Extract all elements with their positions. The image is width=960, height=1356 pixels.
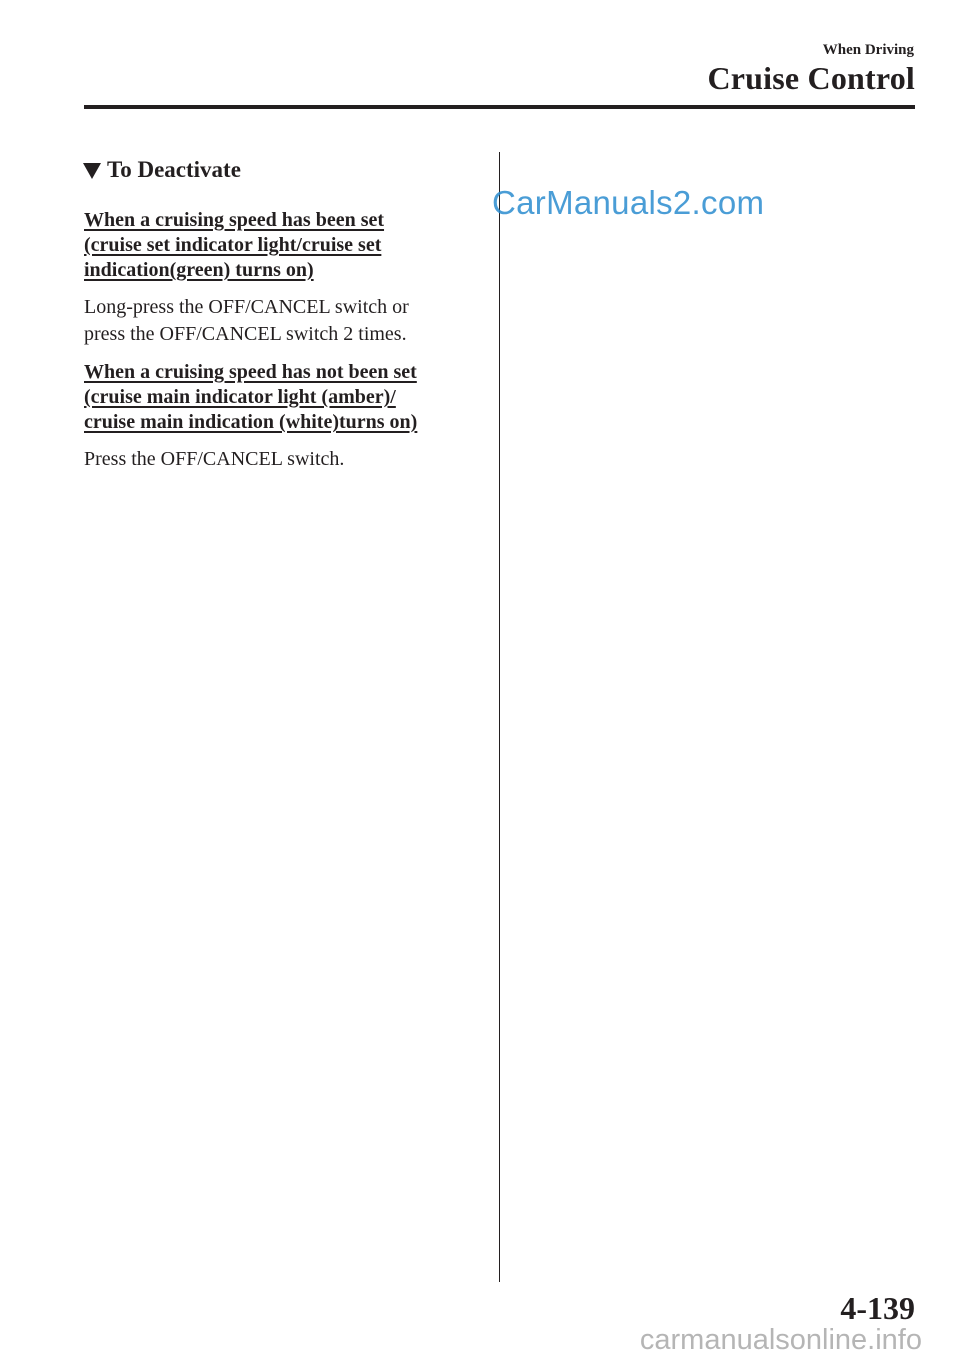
page-title: Cruise Control bbox=[707, 60, 915, 96]
condition-speed-set bbox=[84, 208, 484, 283]
condition-line: When a cruising speed has not been set bbox=[84, 361, 417, 383]
watermark-carmanualsonline: carmanualsonline.info bbox=[639, 1324, 922, 1356]
page-number: 4-139 bbox=[840, 1290, 915, 1326]
instruction-line: Long-press the OFF/CANCEL switch or bbox=[84, 296, 409, 318]
section-heading-text: To Deactivate bbox=[107, 157, 241, 182]
condition-line: When a cruising speed has been set bbox=[84, 209, 385, 231]
header-divider bbox=[84, 105, 915, 109]
instruction-speed-set bbox=[84, 294, 484, 348]
triangle-down-icon bbox=[83, 163, 101, 179]
instruction-line: press the OFF/CANCEL switch 2 times. bbox=[84, 323, 407, 345]
header-section-label: When Driving bbox=[822, 42, 914, 58]
condition-line: indication(green) turns on) bbox=[84, 259, 314, 281]
instruction-speed-not-set bbox=[84, 446, 484, 473]
condition-line: (cruise main indicator light (amber)/ bbox=[84, 386, 396, 408]
section-heading bbox=[83, 152, 484, 188]
condition-line: (cruise set indicator light/cruise set bbox=[84, 234, 382, 256]
left-column bbox=[84, 152, 484, 473]
instruction-line: Press the OFF/CANCEL switch. bbox=[84, 448, 345, 470]
condition-line: cruise main indication (white)turns on) bbox=[84, 411, 418, 433]
condition-speed-not-set bbox=[84, 360, 484, 435]
column-divider bbox=[499, 152, 500, 1282]
watermark-carmanuals2: CarManuals2.com bbox=[492, 184, 765, 221]
